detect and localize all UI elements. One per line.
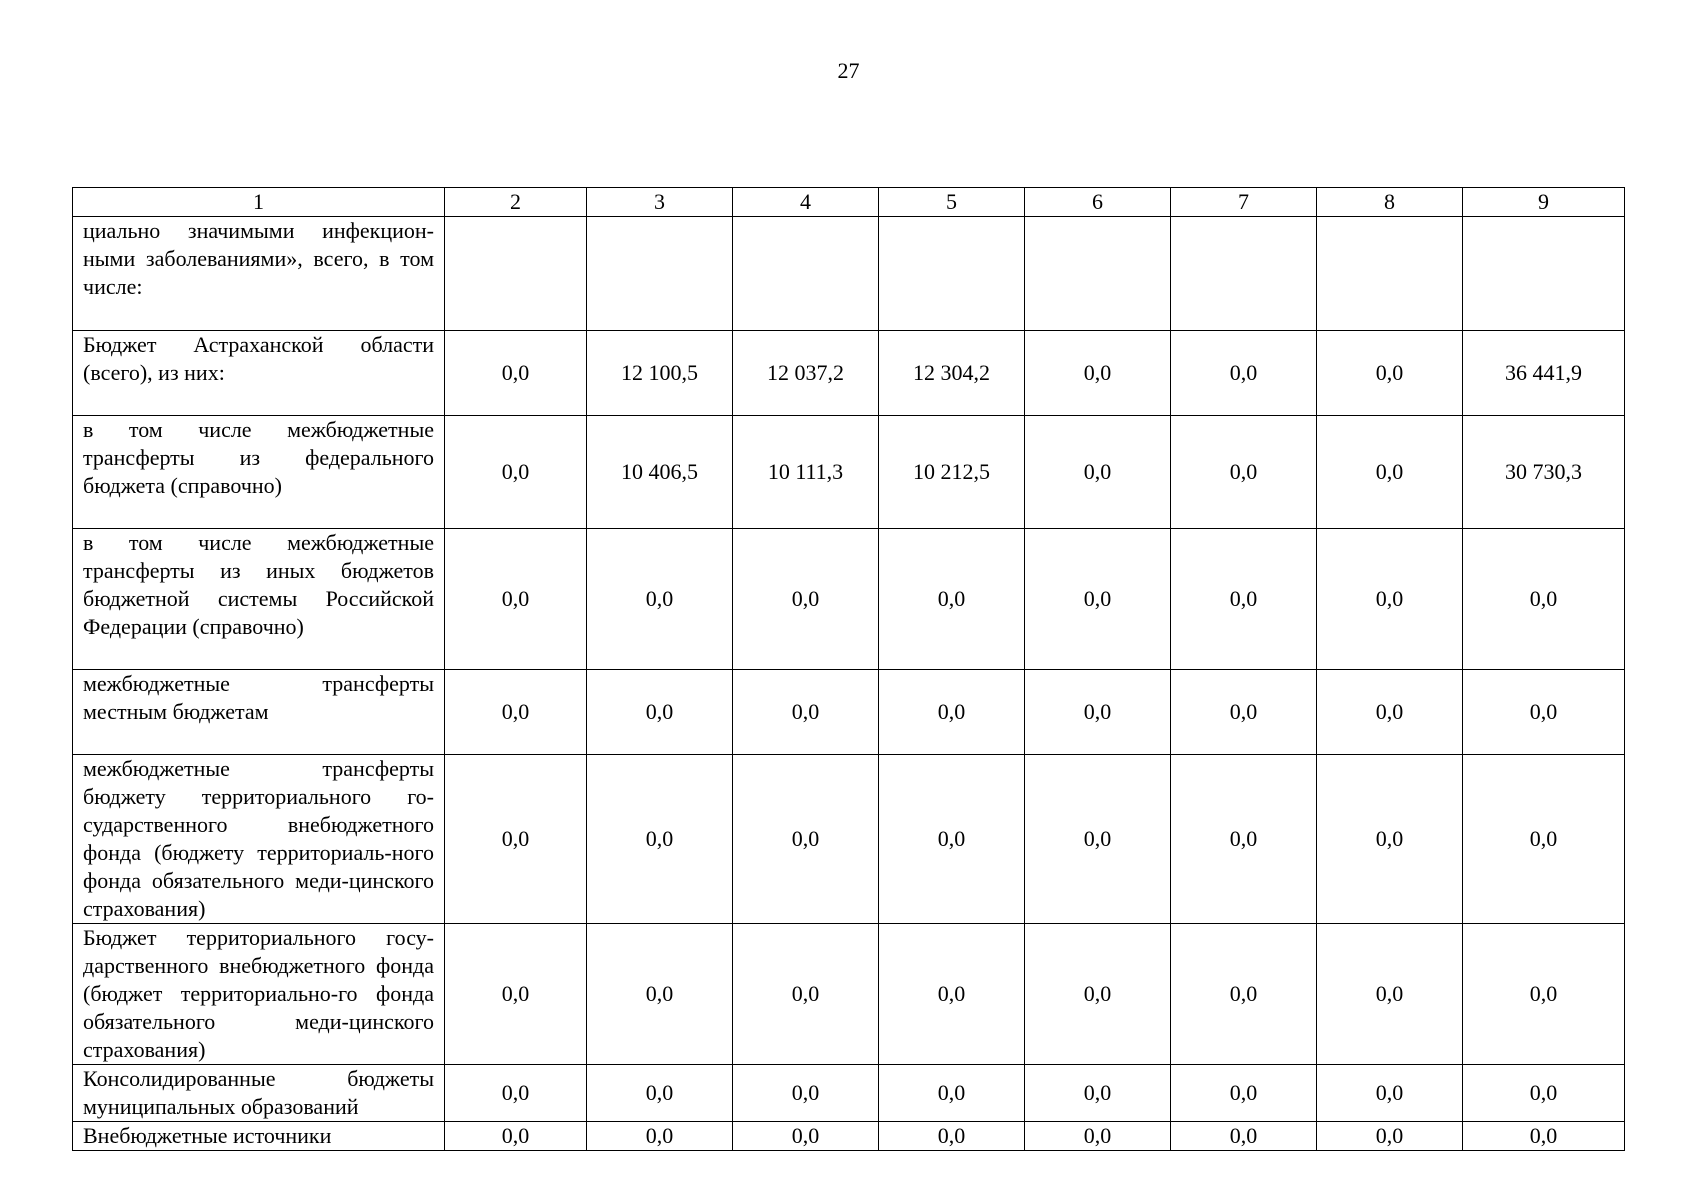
table-cell: 0,0 [1025, 1122, 1171, 1151]
row-label: Бюджет территориального госу-дарственного внебюджетного фонда (бюджет территориально-го фонда обязательного меди-цинского страхования) [73, 924, 445, 1065]
table-cell: 0,0 [1463, 1065, 1625, 1122]
table-cell: 0,0 [587, 924, 733, 1065]
table-cell: 0,0 [587, 755, 733, 924]
table-cell: 0,0 [1171, 1065, 1317, 1122]
table-cell: 0,0 [1025, 529, 1171, 670]
column-header: 8 [1317, 188, 1463, 217]
table-cell: 0,0 [1171, 670, 1317, 755]
table-cell: 0,0 [1463, 924, 1625, 1065]
table-cell: 0,0 [1171, 416, 1317, 529]
table-cell: 0,0 [1463, 1122, 1625, 1151]
table-cell [733, 217, 879, 331]
table-cell: 0,0 [445, 1065, 587, 1122]
table-cell: 12 037,2 [733, 331, 879, 416]
table-row [73, 331, 1625, 416]
row-label: в том числе межбюджетные трансферты из иных бюджетов бюджетной системы Российской Федерации (справочно) [73, 529, 445, 670]
table-cell: 0,0 [1171, 924, 1317, 1065]
column-header: 3 [587, 188, 733, 217]
table-cell: 0,0 [1317, 529, 1463, 670]
table-cell [1317, 217, 1463, 331]
table-row [73, 670, 1625, 755]
table-cell: 0,0 [445, 670, 587, 755]
table-row [73, 1122, 1625, 1151]
column-header: 6 [1025, 188, 1171, 217]
table-cell: 0,0 [1463, 670, 1625, 755]
table-cell: 36 441,9 [1463, 331, 1625, 416]
column-header: 1 [73, 188, 445, 217]
table-row [73, 924, 1625, 1065]
table-row [73, 529, 1625, 670]
table-cell: 0,0 [733, 1065, 879, 1122]
table-cell: 0,0 [733, 755, 879, 924]
table-cell: 0,0 [1171, 529, 1317, 670]
table-cell: 0,0 [1171, 755, 1317, 924]
table-cell [587, 217, 733, 331]
table-cell: 0,0 [1463, 529, 1625, 670]
table-cell: 0,0 [1025, 416, 1171, 529]
table-cell: 0,0 [445, 755, 587, 924]
table-cell: 0,0 [733, 529, 879, 670]
table-cell [1463, 217, 1625, 331]
table-cell: 0,0 [879, 1065, 1025, 1122]
table-cell: 10 406,5 [587, 416, 733, 529]
table-cell: 0,0 [733, 1122, 879, 1151]
table-cell: 0,0 [445, 924, 587, 1065]
row-label: циально значимыми инфекцион-ными заболеваниями», всего, в том числе: [73, 217, 445, 331]
row-label: Бюджет Астраханской области (всего), из них: [73, 331, 445, 416]
table-cell: 0,0 [1317, 755, 1463, 924]
table-cell: 0,0 [587, 529, 733, 670]
column-header: 2 [445, 188, 587, 217]
table-cell: 0,0 [1317, 1122, 1463, 1151]
table-cell: 0,0 [1025, 331, 1171, 416]
column-header: 4 [733, 188, 879, 217]
page-number: 27 [837, 58, 860, 83]
table-cell: 0,0 [1463, 755, 1625, 924]
table-cell: 0,0 [587, 1122, 733, 1151]
table-cell: 0,0 [445, 1122, 587, 1151]
row-label: межбюджетные трансферты бюджету территориального го-сударственного внебюджетного фонда (бюджету территориаль-ного фонда обязательного меди-цинского страхования) [73, 755, 445, 924]
table-cell: 10 111,3 [733, 416, 879, 529]
row-label: Консолидированные бюджеты муниципальных образований [73, 1065, 445, 1122]
table-cell: 0,0 [445, 331, 587, 416]
table-cell: 0,0 [879, 924, 1025, 1065]
table-cell: 0,0 [1025, 670, 1171, 755]
table-cell: 0,0 [1317, 416, 1463, 529]
table-cell: 0,0 [1317, 1065, 1463, 1122]
table-cell: 0,0 [587, 1065, 733, 1122]
table-cell: 0,0 [733, 670, 879, 755]
table-cell: 0,0 [879, 529, 1025, 670]
table-cell: 0,0 [1317, 924, 1463, 1065]
column-header: 9 [1463, 188, 1625, 217]
table-cell: 0,0 [445, 416, 587, 529]
table-cell: 10 212,5 [879, 416, 1025, 529]
table-row [73, 755, 1625, 924]
table-cell: 12 304,2 [879, 331, 1025, 416]
table-cell: 12 100,5 [587, 331, 733, 416]
table-cell: 0,0 [733, 924, 879, 1065]
row-label: Внебюджетные источники [73, 1122, 445, 1151]
table-cell: 0,0 [1025, 755, 1171, 924]
column-header: 5 [879, 188, 1025, 217]
table-row [73, 416, 1625, 529]
table-cell: 0,0 [879, 1122, 1025, 1151]
table-cell [1025, 217, 1171, 331]
column-header: 7 [1171, 188, 1317, 217]
table-cell [879, 217, 1025, 331]
table-cell [1171, 217, 1317, 331]
header-row [73, 188, 1625, 217]
row-label: в том числе межбюджетные трансферты из федерального бюджета (справочно) [73, 416, 445, 529]
row-label: межбюджетные трансферты местным бюджетам [73, 670, 445, 755]
table-cell: 30 730,3 [1463, 416, 1625, 529]
table-cell: 0,0 [879, 755, 1025, 924]
table-cell: 0,0 [1317, 331, 1463, 416]
table-row [73, 1065, 1625, 1122]
budget-table [72, 187, 1625, 1151]
table-cell: 0,0 [1317, 670, 1463, 755]
table-cell: 0,0 [1171, 1122, 1317, 1151]
table-cell: 0,0 [445, 529, 587, 670]
table-cell: 0,0 [879, 670, 1025, 755]
table-cell: 0,0 [1025, 1065, 1171, 1122]
table-cell [445, 217, 587, 331]
table-cell: 0,0 [1171, 331, 1317, 416]
table-cell: 0,0 [587, 670, 733, 755]
table-cell: 0,0 [1025, 924, 1171, 1065]
table-row [73, 217, 1625, 331]
